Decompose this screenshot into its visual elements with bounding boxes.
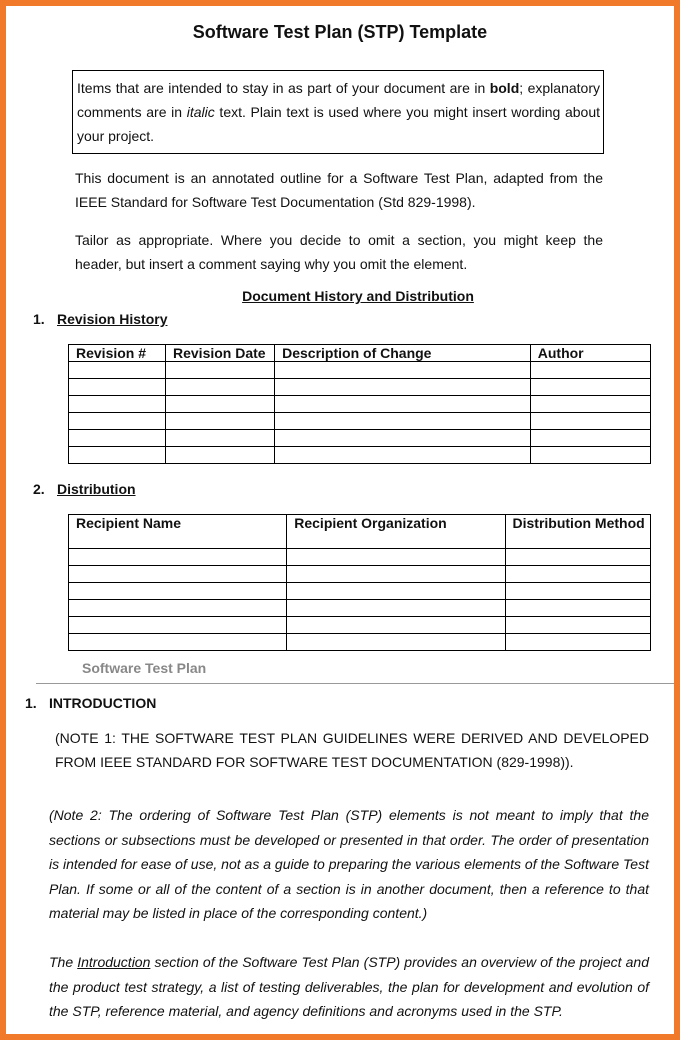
revision-history-table [68, 344, 651, 464]
table-cell[interactable] [530, 379, 650, 396]
table-cell[interactable] [505, 566, 651, 583]
note-bold-word: bold [489, 80, 520, 96]
column-header: Recipient Name [69, 515, 287, 549]
distribution-heading [33, 481, 136, 497]
table-cell[interactable] [530, 430, 650, 447]
table-cell[interactable] [69, 634, 287, 651]
table-cell[interactable] [275, 413, 531, 430]
column-header: Revision # [69, 345, 166, 362]
table-cell[interactable] [287, 617, 505, 634]
section-number: 1. [25, 695, 37, 711]
table-cell[interactable] [69, 600, 287, 617]
table-cell[interactable] [275, 379, 531, 396]
table-cell[interactable] [166, 362, 275, 379]
table-row [69, 600, 651, 617]
table-cell[interactable] [530, 362, 650, 379]
table-cell[interactable] [166, 430, 275, 447]
page-footer-label: Software Test Plan [82, 660, 207, 676]
table-cell[interactable] [505, 617, 651, 634]
introduction-note-1: (NOTE 1: THE SOFTWARE TEST PLAN GUIDELINES WERE DERIVED AND DEVELOPED FROM IEEE STANDARD FOR SOFTWARE TEST DOCUMENTATION (829-1998)). [55, 730, 649, 770]
introduction-heading [25, 695, 156, 711]
column-header: Author [530, 345, 650, 362]
section-title: INTRODUCTION [49, 695, 157, 711]
column-header: Revision Date [166, 345, 275, 362]
table-cell[interactable] [530, 413, 650, 430]
table-cell[interactable] [287, 549, 505, 566]
table-row [69, 583, 651, 600]
table-cell[interactable] [275, 396, 531, 413]
table-cell[interactable] [69, 379, 166, 396]
table-cell[interactable] [69, 396, 166, 413]
table-cell[interactable] [287, 566, 505, 583]
table-cell[interactable] [69, 583, 287, 600]
table-cell[interactable] [69, 362, 166, 379]
table-cell[interactable] [505, 549, 651, 566]
table-cell[interactable] [505, 583, 651, 600]
table-row [69, 447, 651, 464]
table-cell[interactable] [166, 447, 275, 464]
revision-history-body [69, 362, 651, 464]
doc-history-heading: Document History and Distribution [242, 288, 474, 304]
table-cell[interactable] [275, 447, 531, 464]
table-cell[interactable] [69, 617, 287, 634]
table-cell[interactable] [287, 583, 505, 600]
table-cell[interactable] [530, 447, 650, 464]
table-cell[interactable] [69, 430, 166, 447]
table-cell[interactable] [505, 600, 651, 617]
table-cell[interactable] [69, 549, 287, 566]
table-cell[interactable] [69, 413, 166, 430]
revision-history-heading [33, 311, 167, 327]
para-rest: section of the Software Test Plan (STP) provides an overview of the project and the product test strategy, a list of testing deliverables, the plan for development and evolution of the STP, reference material, and agency definitions and acronyms used in the STP. [49, 954, 650, 1019]
table-cell[interactable] [505, 634, 651, 651]
note-text-1: Items that are intended to stay in as part of your document are in [77, 80, 490, 96]
table-row [69, 396, 651, 413]
section-number: 2. [33, 481, 45, 497]
table-header-row [69, 345, 651, 362]
document-title: Software Test Plan (STP) Template [192, 22, 488, 42]
table-cell[interactable] [530, 396, 650, 413]
table-cell[interactable] [166, 413, 275, 430]
distribution-table [68, 514, 651, 651]
table-row [69, 379, 651, 396]
section-title: Distribution [57, 481, 136, 497]
table-cell[interactable] [287, 600, 505, 617]
column-header: Description of Change [275, 345, 531, 362]
table-row [69, 634, 651, 651]
section-number: 1. [33, 311, 45, 327]
note-italic-word: italic [186, 104, 215, 120]
table-row [69, 617, 651, 634]
table-cell[interactable] [69, 447, 166, 464]
column-header: Distribution Method [505, 515, 651, 549]
intro-paragraph-2: Tailor as appropriate. Where you decide to omit a section, you might keep the header, but insert a comment saying why you omit the element. [75, 232, 603, 272]
table-row [69, 413, 651, 430]
table-row [69, 362, 651, 379]
section-title: Revision History [57, 311, 168, 327]
table-cell[interactable] [275, 362, 531, 379]
table-cell[interactable] [275, 430, 531, 447]
introduction-note-2: (Note 2: The ordering of Software Test Plan (STP) elements is not meant to imply that the sections or subsections must be developed or presented in that order. The order of presentation is intended for ease of use, not as a guide to preparing the various elements of the Software Test Plan. If some or all of the content of a section is in another document, then a reference to that material may be listed in place of the corresponding content.) [49, 807, 649, 921]
table-cell[interactable] [166, 379, 275, 396]
intro-paragraph-1: This document is an annotated outline for a Software Test Plan, adapted from the IEEE Standard for Software Test Documentation (Std 829-1998). [75, 170, 603, 210]
formatting-note-box [72, 70, 604, 154]
introduction-paragraph [49, 950, 649, 1024]
table-row [69, 549, 651, 566]
note-text-3: text. Plain text is used where you might insert wording about your project. [77, 104, 601, 144]
table-row [69, 430, 651, 447]
table-cell[interactable] [166, 396, 275, 413]
note-text-2: ; explanatory comments are in [77, 80, 600, 120]
introduction-link-text: Introduction [77, 954, 151, 970]
table-cell[interactable] [287, 634, 505, 651]
column-header: Recipient Organization [287, 515, 505, 549]
para-lead: The [49, 954, 78, 970]
table-row [69, 566, 651, 583]
page-divider [36, 683, 674, 684]
distribution-body [69, 549, 651, 651]
table-header-row [69, 515, 651, 549]
table-cell[interactable] [69, 566, 287, 583]
